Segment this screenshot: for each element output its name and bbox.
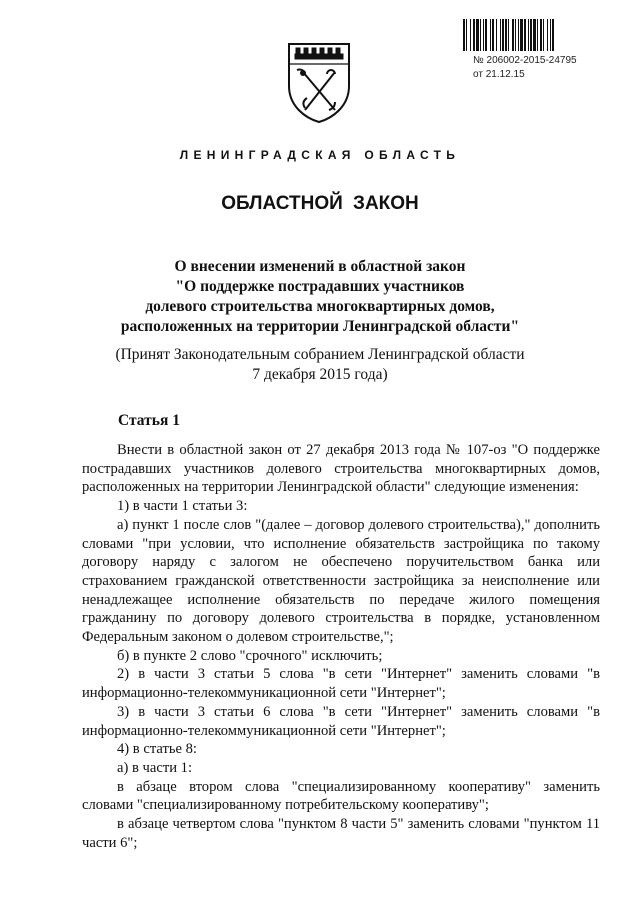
article-paragraph: а) пункт 1 после слов "(далее – договор долевого строительства)," дополнить словами "при условии, что исполнение обязательств застройщика по такому договору наряду с залогом не обеспечено поручительством банка или страхованием гражданской ответственности застройщика за неисполнение или ненадлежащее исполнение обязательств по передаче жилого помещения гражданину по договору долевого строительства в порядке, установленном Федеральным законом о долевом строительстве,"; — [82, 516, 600, 646]
law-title-line: расположенных на территории Ленинградской области" — [120, 318, 520, 335]
law-title-line: долевого строительства многоквартирных домов, — [145, 298, 495, 315]
article-paragraph: б) в пункте 2 слово "срочного" исключить; — [117, 647, 383, 664]
article-paragraph: в абзаце четвертом слова "пунктом 8 части 5" заменить словами "пунктом 11 части 6"; — [82, 816, 600, 851]
coat-of-arms-emblem — [283, 40, 355, 124]
adoption-note-line: (Принят Законодательным собранием Ленинградской области — [115, 346, 525, 363]
article-body — [82, 441, 600, 852]
registration-date: от 21.12.15 — [473, 69, 525, 80]
registration-number: № 206002-2015-24795 — [473, 55, 577, 66]
article-paragraph: 1) в части 1 статьи 3: — [117, 498, 248, 515]
adoption-note-line: 7 декабря 2015 года) — [252, 366, 388, 383]
region-heading: ЛЕНИНГРАДСКАЯ ОБЛАСТЬ — [179, 148, 461, 162]
adoption-note — [80, 345, 560, 385]
law-title-line: "О поддержке пострадавших участников — [175, 278, 465, 295]
article-heading: Статья 1 — [118, 412, 180, 429]
article-paragraph: в абзаце втором слова "специализированному кооперативу" заменить словами "специализированному потребительскому кооперативу"; — [82, 778, 600, 814]
article-paragraph: Внести в областной закон от 27 декабря 2013 года № 107-оз "О поддержке пострадавших участников долевого строительства многоквартирных домов, расположенных на территории Ленинградской области" следующие изменения: — [82, 442, 600, 496]
article-paragraph: а) в части 1: — [117, 759, 193, 776]
law-title-line: О внесении изменений в областной закон — [174, 258, 466, 275]
document-type-heading: ОБЛАСТНОЙ ЗАКОН — [221, 193, 419, 214]
barcode-image — [462, 18, 608, 52]
law-title — [100, 257, 540, 337]
article-paragraph: 4) в статье 8: — [117, 741, 197, 758]
article-paragraph: 2) в части 3 статьи 5 слова "в сети "Интернет" заменить словами "в информационно-телекоммуникационной сети "Интернет"; — [82, 666, 600, 702]
article-paragraph: 3) в части 3 статьи 6 слова "в сети "Интернет" заменить словами "в информационно-телекоммуникационной сети "Интернет"; — [82, 703, 600, 739]
